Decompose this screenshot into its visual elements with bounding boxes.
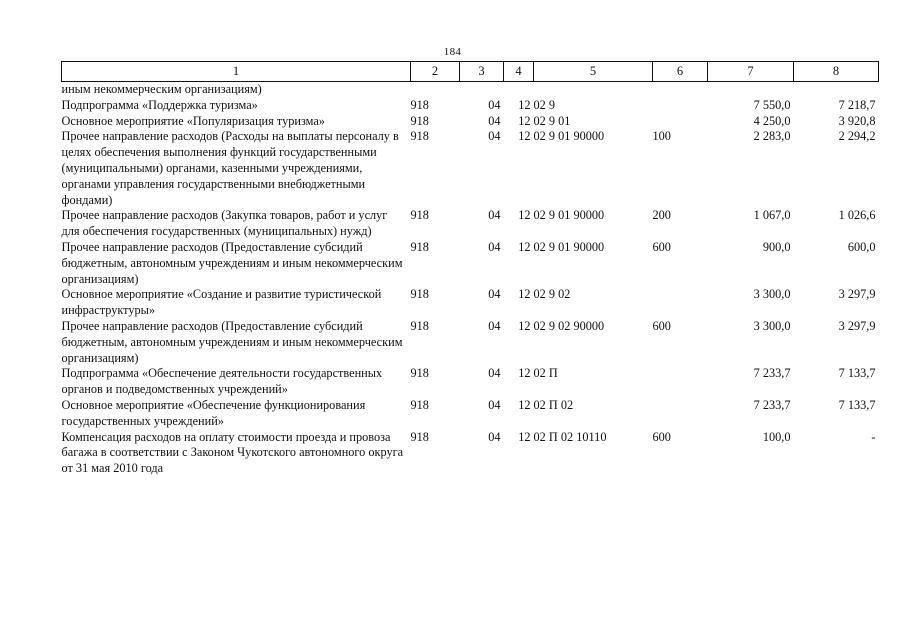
planned-amount-cell: 100,0 [762,429,791,444]
expense-type-cell [653,287,708,319]
section-code-cell: 04 [488,318,501,333]
ministry-code-cell: 918 [410,366,429,381]
subsection-code-cell: 12 [518,397,531,412]
table-row [62,208,879,240]
target-article-cell [534,82,653,98]
planned-amount-cell: 900,0 [762,239,791,254]
expense-name-cell: Подпрограмма «Обеспечение деятельности государственных органов и подведомственных учреждений» [61,366,383,397]
column-header: 5 [534,62,653,82]
executed-amount-cell: 3 297,9 [838,318,876,333]
expense-name-cell: Прочее направление расходов (Расходы на выплаты персоналу в целях обеспечения выполнения функций государственными (муниципальными) органами, казенными учреждениями, органами управления государственными внебюджетными фондами) [61,129,399,207]
expense-name-cell: Компенсация расходов на оплату стоимости проезда и провоза багажа в соответствии с Законом Чукотского автономного округа от 31 мая 2010 года [61,429,404,476]
section-code-cell: 04 [488,208,501,223]
section-code-cell: 04 [488,366,501,381]
expense-type-cell [653,98,708,114]
expense-type-cell: 100 [652,129,671,144]
expense-name-cell: Основное мероприятие «Популяризация туризма» [61,113,325,128]
subsection-code-cell: 12 [518,97,531,112]
executed-amount-cell: 7 218,7 [838,97,876,112]
table-row [62,319,879,366]
section-code-cell: 04 [488,287,501,302]
column-header: 6 [653,62,708,82]
executed-amount-cell: 600,0 [847,239,876,254]
ministry-code-cell: 918 [410,113,429,128]
executed-amount-cell: 1 026,6 [838,208,876,223]
executed-amount-cell: 3 297,9 [838,287,876,302]
target-article-cell: 02 9 01 90000 [533,239,605,254]
target-article-cell: 02 9 02 90000 [533,318,605,333]
subsection-code-cell: 12 [518,208,531,223]
expense-type-cell: 200 [652,208,671,223]
table-row [62,114,879,130]
planned-amount-cell: 7 233,7 [753,366,791,381]
planned-amount-cell: 4 250,0 [753,113,791,128]
ministry-code-cell: 918 [410,97,429,112]
subsection-code-cell: 12 [518,113,531,128]
table-row [62,240,879,287]
executed-amount-cell: 3 920,8 [838,113,876,128]
subsection-code-cell: 12 [518,129,531,144]
budget-table [61,61,879,477]
expense-type-cell [653,398,708,430]
target-article-cell: 02 П 02 [533,397,574,412]
column-header: 7 [708,62,794,82]
ministry-code-cell: 918 [410,318,429,333]
ministry-code-cell: 918 [410,429,429,444]
section-code-cell: 04 [488,129,501,144]
subsection-code-cell: 12 [518,287,531,302]
expense-name-cell: Основное мероприятие «Создание и развитие туристической инфраструктуры» [61,287,382,318]
ministry-code-cell [411,82,460,98]
executed-amount-cell: 2 294,2 [838,129,876,144]
target-article-cell: 02 П [533,366,558,381]
planned-amount-cell: 2 283,0 [753,129,791,144]
expense-name-cell: Основное мероприятие «Обеспечение функционирования государственных учреждений» [61,397,366,428]
expense-name-cell: Подпрограмма «Поддержка туризма» [61,97,258,112]
ministry-code-cell: 918 [410,129,429,144]
planned-amount-cell [708,82,794,98]
ministry-code-cell: 918 [410,287,429,302]
section-code-cell: 04 [488,239,501,254]
expense-name-cell: иным некоммерческим организациям) [61,82,262,96]
expense-type-cell [653,82,708,98]
table-row [62,98,879,114]
expense-name-cell: Прочее направление расходов (Предоставление субсидий бюджетным, автономным учреждениям и иным некоммерческим организациям) [61,318,403,365]
expense-type-cell: 600 [652,429,671,444]
section-code-cell [460,82,504,98]
ministry-code-cell: 918 [410,397,429,412]
table-row [62,366,879,398]
executed-amount-cell [794,82,879,98]
subsection-code-cell: 12 [518,239,531,254]
target-article-cell: 02 9 01 90000 [533,129,605,144]
ministry-code-cell: 918 [410,208,429,223]
table-row [62,82,879,98]
table-row [62,287,879,319]
target-article-cell: 02 9 01 90000 [533,208,605,223]
section-code-cell: 04 [488,397,501,412]
expense-type-cell [653,366,708,398]
table-header-row [62,62,879,82]
planned-amount-cell: 7 233,7 [753,397,791,412]
section-code-cell: 04 [488,97,501,112]
column-header: 4 [504,62,534,82]
target-article-cell: 02 9 01 [533,113,571,128]
planned-amount-cell: 7 550,0 [753,97,791,112]
expense-type-cell: 600 [652,318,671,333]
planned-amount-cell: 3 300,0 [753,287,791,302]
section-code-cell: 04 [488,429,501,444]
target-article-cell: 02 9 [533,97,556,112]
planned-amount-cell: 3 300,0 [753,318,791,333]
subsection-code-cell: 12 [518,429,531,444]
table-body [62,82,879,477]
subsection-code-cell: 12 [518,318,531,333]
planned-amount-cell: 1 067,0 [753,208,791,223]
column-header: 1 [62,62,411,82]
expense-name-cell: Прочее направление расходов (Предоставление субсидий бюджетным, автономным учреждениям и иным некоммерческим организациям) [61,239,403,286]
executed-amount-cell: 7 133,7 [838,397,876,412]
expense-type-cell [653,114,708,130]
column-header: 3 [460,62,504,82]
expense-type-cell: 600 [652,239,671,254]
expense-name-cell: Прочее направление расходов (Закупка товаров, работ и услуг для обеспечения государственных (муниципальных) нужд) [61,208,388,239]
executed-amount-cell: - [871,429,876,444]
executed-amount-cell: 7 133,7 [838,366,876,381]
target-article-cell: 02 П 02 10110 [533,429,607,444]
table-row [62,398,879,430]
subsection-code-cell [504,82,534,98]
target-article-cell: 02 9 02 [533,287,571,302]
page-number: 184 [443,46,462,58]
column-header: 2 [411,62,460,82]
section-code-cell: 04 [488,113,501,128]
subsection-code-cell: 12 [518,366,531,381]
ministry-code-cell: 918 [410,239,429,254]
column-header: 8 [794,62,879,82]
table-row [62,430,879,477]
table-row [62,129,879,208]
